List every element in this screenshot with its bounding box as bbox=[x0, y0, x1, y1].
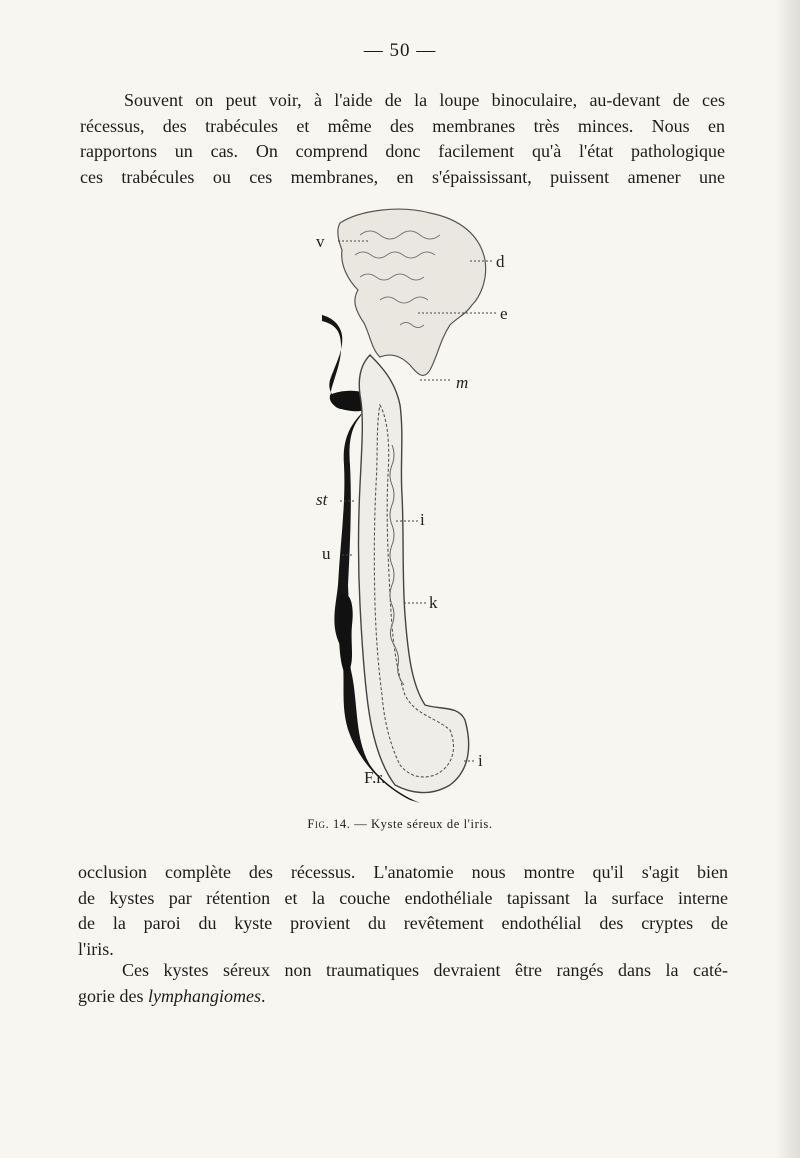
figure-label-v: v bbox=[316, 232, 325, 251]
paragraph-line: rapportons un cas. On comprend donc facilement qu'à l'état pathologique bbox=[80, 141, 725, 161]
paragraph-line: Ces kystes séreux non traumatiques devraient être rangés dans la caté- bbox=[122, 960, 728, 980]
paragraph-line bbox=[78, 984, 728, 1010]
figure-label-i-upper: i bbox=[420, 510, 425, 529]
paragraph-line: ces trabécules ou ces membranes, en s'épaississant, puissent amener une bbox=[80, 166, 725, 187]
paragraph-1 bbox=[80, 88, 725, 190]
figure-label-u: u bbox=[322, 544, 331, 563]
paragraph-line: Souvent on peut voir, à l'aide de la loupe binoculaire, au-devant de ces bbox=[124, 90, 725, 110]
iris-cyst-drawing bbox=[300, 205, 530, 810]
figure-label-d: d bbox=[496, 252, 505, 271]
paragraph-2 bbox=[78, 860, 728, 962]
figure-caption-text: — Kyste séreux de l'iris. bbox=[354, 817, 493, 831]
figure-label-m: m bbox=[456, 373, 469, 392]
figure-14-illustration bbox=[300, 205, 530, 810]
paragraph-line: de la paroi du kyste provient du revêtement endothélial des cryptes de bbox=[78, 913, 728, 933]
figure-label-st: st bbox=[316, 490, 328, 509]
page-number: — 50 — bbox=[363, 40, 437, 61]
figure-number: Fig. 14. bbox=[307, 817, 351, 831]
page-edge-shadow bbox=[774, 0, 800, 1158]
line-text: . bbox=[260, 985, 266, 1006]
stroma-mass bbox=[338, 209, 486, 375]
figure-label-e: e bbox=[500, 304, 508, 323]
figure-label-k: k bbox=[429, 593, 438, 612]
figure-label-i-lower: i bbox=[478, 751, 483, 770]
pigment-mass bbox=[339, 594, 353, 675]
paragraph-3 bbox=[78, 958, 728, 1009]
cyst-outer-wall bbox=[359, 355, 469, 793]
figure-caption bbox=[0, 817, 800, 832]
paragraph-line: de kystes par rétention et la couche endothéliale tapissant la surface interne bbox=[78, 887, 728, 908]
paragraph-line: l'iris. bbox=[78, 938, 114, 959]
line-text: gorie des bbox=[78, 985, 148, 1006]
figure-label-fr: F.r. bbox=[364, 768, 386, 787]
paragraph-line: récessus, des trabécules et même des membranes très minces. Nous en bbox=[80, 115, 725, 136]
paragraph-line: occlusion complète des récessus. L'anatomie nous montre qu'il s'agit bien bbox=[78, 862, 728, 882]
italic-term: lymphangiomes bbox=[147, 985, 261, 1006]
